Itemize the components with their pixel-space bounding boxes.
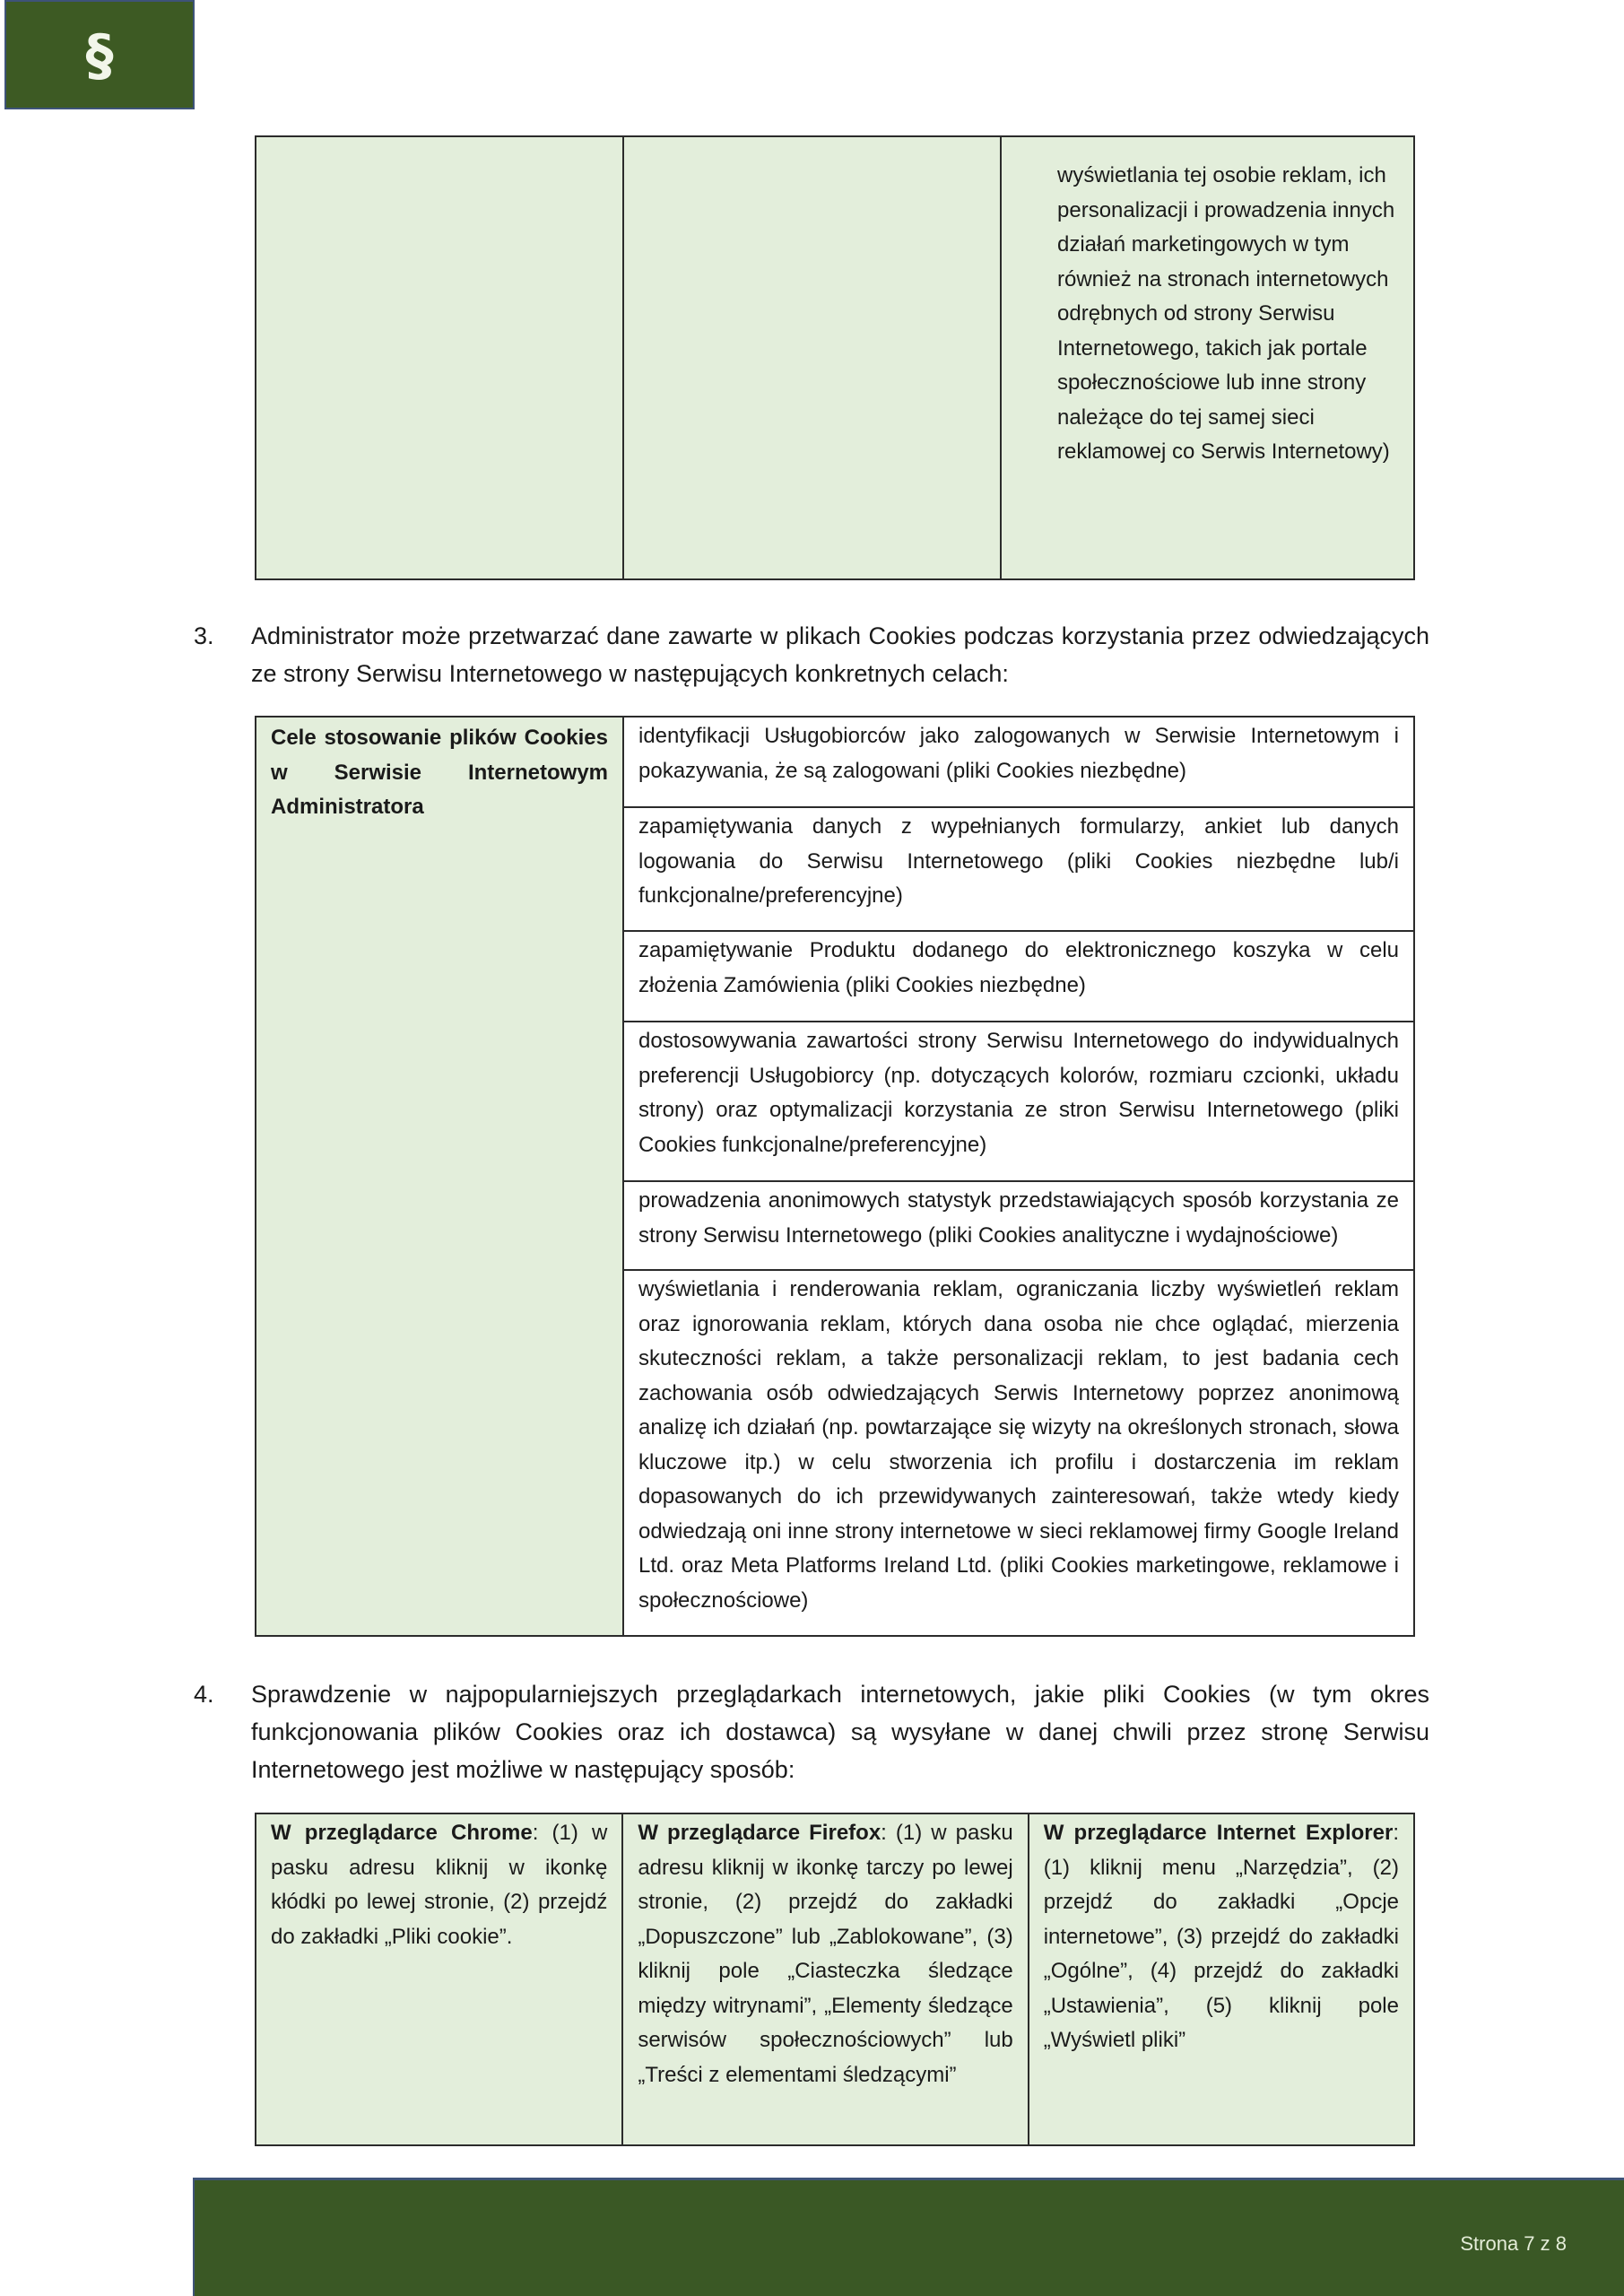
paragraph-text: Administrator może przetwarzać dane zawarte w plikach Cookies podczas korzystania przez odwiedzających ze strony Serwisu Internetowego w następujących konkretnych celach: — [251, 622, 1429, 687]
paragraph-3 — [194, 617, 1429, 692]
table-browser-instructions — [255, 1813, 1415, 2146]
table-marketing-continuation — [255, 135, 1415, 580]
paragraph-text: Sprawdzenie w najpopularniejszych przeglądarkach internetowych, jakie pliki Cookies (w tym okres funkcjonowania plików Cookies oraz ich dostawca) są wysyłane w danej chwili przez stronę Serwisu Internetowego jest możliwe w następujący sposób: — [251, 1681, 1429, 1783]
browser-title: W przeglądarce Firefox — [638, 1821, 881, 1845]
purpose-cell: zapamiętywania danych z wypełnianych formularzy, ankiet lub danych logowania do Serwisu Internetowego (pliki Cookies niezbędne lub/i funkcjonalne/preferencyjne) — [623, 807, 1414, 931]
purpose-cell: zapamiętywanie Produktu dodanego do elektronicznego koszyka w celu złożenia Zamówienia (pliki Cookies niezbędne) — [623, 931, 1414, 1022]
browser-cell-chrome — [256, 1813, 622, 2145]
browser-cell-internet-explorer — [1029, 1813, 1414, 2145]
colon: : — [881, 1821, 887, 1845]
colon: : — [1393, 1821, 1399, 1845]
paragraph-number: 4. — [194, 1681, 214, 1708]
table-cookie-purposes — [255, 716, 1415, 1637]
table-cell-empty-2 — [623, 136, 1001, 579]
browser-instructions: (1) w pasku adresu kliknij w ikonkę tarczy po lewej stronie, (2) przejdź do zakładki „Dopuszczone” lub „Zablokowane”, (3) kliknij pole „Ciasteczka śledzące między witrynami”, „Elementy śledzące serwisów społecznościowych” lub „Treści z elementami śledzącymi” — [638, 1821, 1013, 2087]
browser-title: W przeglądarce Internet Explorer — [1043, 1821, 1394, 1845]
colon: : — [532, 1821, 539, 1845]
browser-instructions: (1) kliknij menu „Narzędzia”, (2) przejdź do zakładki „Opcje internetowe”, (3) przejdź do zakładki „Ogólne”, (4) przejdź do zakładki „Ustawienia”, (5) kliknij pole „Wyświetl pliki” — [1043, 1855, 1399, 2052]
browser-title: W przeglądarce Chrome — [271, 1821, 533, 1845]
purpose-cell: prowadzenia anonimowych statystyk przedstawiających sposób korzystania ze strony Serwisu Internetowego (pliki Cookies analityczne i wydajnościowe) — [623, 1181, 1414, 1270]
table-row — [256, 717, 1414, 807]
paragraph-number: 3. — [194, 622, 214, 649]
browser-instructions: (1) w pasku adresu kliknij w ikonkę kłódki po lewej stronie, (2) przejdź do zakładki „Pliki cookie”. — [271, 1821, 608, 1949]
header-logo-box — [4, 0, 195, 109]
paragraph-4 — [194, 1675, 1429, 1788]
table-cell-empty-1 — [256, 136, 623, 579]
purpose-cell: dostosowywania zawartości strony Serwisu Internetowego do indywidualnych preferencji Usługobiorcy (np. dotyczących kolorów, rozmiaru czcionki, układu strony) oraz optymalizacji korzystania ze stron Serwisu Internetowego (pliki Cookies funkcjonalne/preferencyjne) — [623, 1022, 1414, 1181]
browser-cell-firefox — [622, 1813, 1028, 2145]
table-row — [256, 136, 1414, 579]
footer-bar — [193, 2178, 1624, 2296]
purpose-cell: identyfikacji Usługobiorców jako zalogowanych w Serwisie Internetowym i pokazywania, że są zalogowani (pliki Cookies niezbędne) — [623, 717, 1414, 807]
table-label-cell: Cele stosowanie plików Cookies w Serwisie Internetowym Administratora — [256, 717, 623, 1636]
page-number: Strona 7 z 8 — [1460, 2232, 1567, 2255]
purpose-cell: wyświetlania i renderowania reklam, ograniczania liczby wyświetleń reklam oraz ignorowania reklam, których dana osoba nie chce oglądać, mierzenia skuteczności reklam, a także personalizacji reklam, to jest badania cech zachowania osób odwiedzających Serwis Internetowy poprzez anonimową analizę ich działań (np. powtarzające się wizyty na określonych stronach, słowa kluczowe itp.) w celu stworzenia ich profilu i dostarczenia im reklam dopasowanych do ich przewidywanych zainteresowań, także wtedy kiedy odwiedzają oni inne strony internetowe w sieci reklamowej firmy Google Ireland Ltd. oraz Meta Platforms Ireland Ltd. (pliki Cookies marketingowe, reklamowe i społecznościowe) — [623, 1270, 1414, 1636]
table-cell-text: wyświetlania tej osobie reklam, ich personalizacji i prowadzenia innych działań marketingowych w tym również na stronach internetowych odrębnych od strony Serwisu Internetowego, takich jak portale społecznościowe lub inne strony należące do tej samej sieci reklamowej co Serwis Internetowy) — [1001, 136, 1414, 579]
paragraph-sign-icon: § — [85, 22, 114, 88]
table-row — [256, 1813, 1414, 2145]
